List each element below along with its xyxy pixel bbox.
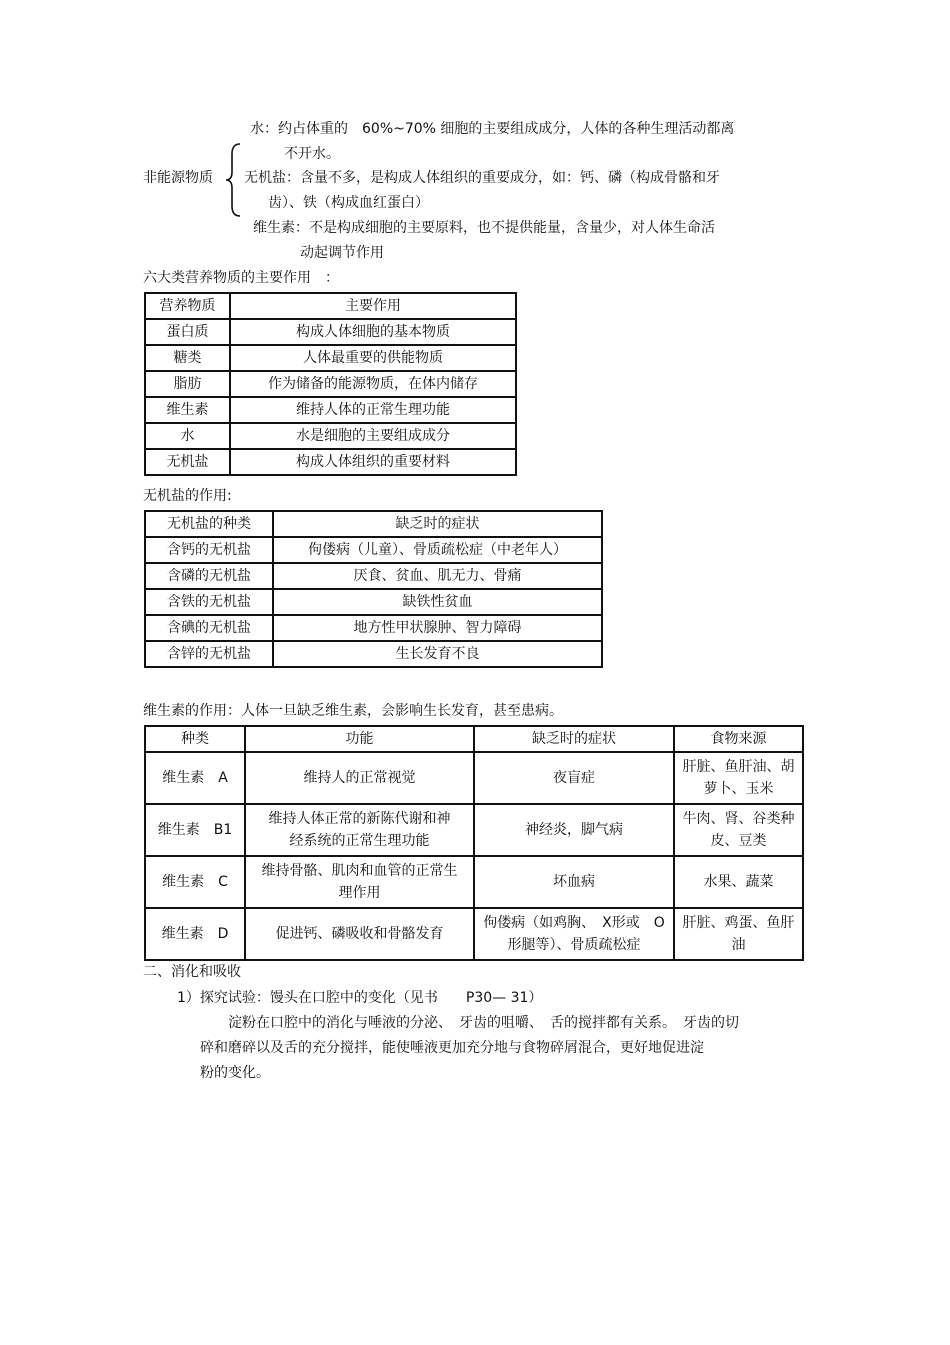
table-cell <box>674 856 803 908</box>
table-cell: 糖类 <box>145 345 230 371</box>
six-nutrients-heading: 六大类营养物质的主要作用 ： <box>143 270 339 286</box>
table-row <box>145 397 516 423</box>
six-nutrients-table <box>144 292 517 476</box>
table-cell: 维生素 B1 <box>145 804 245 856</box>
table-cell: 人体最重要的供能物质 <box>230 345 516 371</box>
table-row <box>145 908 803 960</box>
water-line-1: 水：约占体重的 60%~70% 细胞的主要组成成分，人体的各种生理活动都离 <box>250 121 735 137</box>
cell-line: 维持人体正常的新陈代谢和神 <box>268 811 451 827</box>
table-row <box>145 319 516 345</box>
table-cell: 缺铁性贫血 <box>273 589 602 615</box>
minerals-table <box>144 510 603 668</box>
table-cell: 含钙的无机盐 <box>145 537 273 563</box>
table-cell: 维生素 D <box>145 908 245 960</box>
table-header-row <box>145 726 803 752</box>
table-cell: 水 <box>145 423 230 449</box>
experiment-item: 1）探究试验：馒头在口腔中的变化（见书 P30— 31） <box>177 990 543 1006</box>
table-row <box>145 804 803 856</box>
table-cell: 维生素 <box>145 397 230 423</box>
table-cell <box>674 752 803 804</box>
vitamin-line-2: 动起调节作用 <box>300 245 384 261</box>
cell-line: 维持人的正常视觉 <box>303 770 416 786</box>
cell-line: 维持骨骼、肌肉和血管的正常生 <box>261 863 458 879</box>
table-header-cell: 营养物质 <box>145 293 230 319</box>
table-cell: 生长发育不良 <box>273 641 602 667</box>
table-row <box>145 752 803 804</box>
table-header-cell: 无机盐的种类 <box>145 511 273 537</box>
table-cell: 维生素 A <box>145 752 245 804</box>
table-cell <box>474 908 674 960</box>
table-row <box>145 856 803 908</box>
paragraph-line-2: 碎和磨碎以及舌的充分搅拌，能使唾液更加充分地与食物碎屑混合，更好地促进淀 <box>200 1040 704 1056</box>
table-row <box>145 537 602 563</box>
table-cell: 地方性甲状腺肿、智力障碍 <box>273 615 602 641</box>
table-cell: 维生素 C <box>145 856 245 908</box>
paragraph-line-3: 粉的变化。 <box>200 1065 270 1081</box>
salt-line-1: 无机盐：含量不多，是构成人体组织的重要成分，如：钙、磷（构成骨骼和牙 <box>244 170 720 186</box>
cell-line: 经系统的正常生理功能 <box>289 833 430 849</box>
table-cell <box>245 752 474 804</box>
table-cell: 作为储备的能源物质，在体内储存 <box>230 371 516 397</box>
table-cell <box>245 804 474 856</box>
cell-line: 牛肉、肾、谷类种 <box>682 811 795 827</box>
table-cell: 含锌的无机盐 <box>145 641 273 667</box>
table-cell: 构成人体组织的重要材料 <box>230 449 516 475</box>
cell-line: 肝脏、鸡蛋、鱼肝 <box>682 915 795 931</box>
table-row <box>145 563 602 589</box>
cell-line: 坏血病 <box>553 874 595 890</box>
table-cell <box>474 804 674 856</box>
cell-line: 形腿等）、骨质疏松症 <box>507 937 641 953</box>
table-header-cell: 功能 <box>245 726 474 752</box>
table-cell: 含磷的无机盐 <box>145 563 273 589</box>
cell-line: 水果、蔬菜 <box>703 874 774 890</box>
table-cell: 构成人体细胞的基本物质 <box>230 319 516 345</box>
table-header-cell: 主要作用 <box>230 293 516 319</box>
cell-line: 皮、豆类 <box>710 833 767 849</box>
table-row <box>145 641 602 667</box>
cell-line: 油 <box>731 937 746 953</box>
table-cell: 蛋白质 <box>145 319 230 345</box>
table-cell <box>674 908 803 960</box>
table-header-cell: 种类 <box>145 726 245 752</box>
table-header-row <box>145 293 516 319</box>
vitamins-heading: 维生素的作用：人体一旦缺乏维生素，会影响生长发育，甚至患病。 <box>143 703 563 719</box>
cell-line: 萝卜、玉米 <box>703 781 774 797</box>
table-header-row <box>145 511 602 537</box>
nonenergy-label: 非能源物质 <box>143 170 213 186</box>
cell-line: 理作用 <box>338 885 381 901</box>
salt-line-2: 齿）、铁（构成血红蛋白） <box>268 195 429 211</box>
table-row <box>145 615 602 641</box>
table-cell <box>245 856 474 908</box>
table-row <box>145 589 602 615</box>
table-row <box>145 423 516 449</box>
table-header-cell: 缺乏时的症状 <box>273 511 602 537</box>
table-cell <box>474 856 674 908</box>
table-row <box>145 449 516 475</box>
table-header-cell: 食物来源 <box>674 726 803 752</box>
minerals-heading: 无机盐的作用: <box>143 488 232 504</box>
curly-brace-icon <box>224 142 244 218</box>
table-cell: 维持人体的正常生理功能 <box>230 397 516 423</box>
table-cell: 佝偻病（儿童）、骨质疏松症（中老年人） <box>273 537 602 563</box>
table-cell <box>474 752 674 804</box>
table-cell: 含铁的无机盐 <box>145 589 273 615</box>
table-cell <box>245 908 474 960</box>
water-line-2: 不开水。 <box>284 146 340 162</box>
table-cell: 无机盐 <box>145 449 230 475</box>
vitamins-table <box>144 725 804 961</box>
table-cell <box>674 804 803 856</box>
table-cell: 含碘的无机盐 <box>145 615 273 641</box>
cell-line: 夜盲症 <box>553 770 595 786</box>
section-title: 二、消化和吸收 <box>143 964 241 980</box>
table-row <box>145 345 516 371</box>
paragraph-line-1: 淀粉在口腔中的消化与唾液的分泌、 牙齿的咀嚼、 舌的搅拌都有关系。 牙齿的切 <box>228 1015 739 1031</box>
cell-line: 佝偻病（如鸡胸、 X形或 O <box>483 915 665 931</box>
cell-line: 促进钙、磷吸收和骨骼发育 <box>275 926 444 942</box>
table-row <box>145 371 516 397</box>
table-header-cell: 缺乏时的症状 <box>474 726 674 752</box>
cell-line: 肝脏、鱼肝油、胡 <box>682 759 795 775</box>
table-cell: 厌食、贫血、肌无力、骨痛 <box>273 563 602 589</box>
cell-line: 神经炎，脚气病 <box>525 822 623 838</box>
table-cell: 脂肪 <box>145 371 230 397</box>
table-cell: 水是细胞的主要组成成分 <box>230 423 516 449</box>
vitamin-line-1: 维生素：不是构成细胞的主要原料，也不提供能量，含量少，对人体生命活 <box>253 220 715 236</box>
